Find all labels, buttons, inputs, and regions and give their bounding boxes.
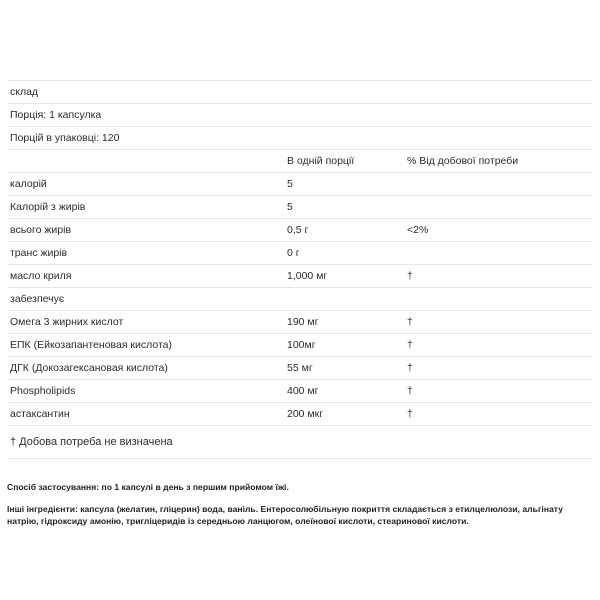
nutrient-name: масло криля bbox=[10, 270, 72, 282]
facts-heading-row bbox=[7, 80, 593, 103]
table-row bbox=[7, 356, 593, 379]
table-row bbox=[7, 241, 593, 264]
nutrient-name: астаксантин bbox=[10, 408, 70, 420]
serving-size-row bbox=[7, 103, 593, 126]
table-row bbox=[7, 333, 593, 356]
servings-per-container-row bbox=[7, 126, 593, 149]
column-header-row bbox=[7, 149, 593, 172]
servings-per-container: Порцій в упаковці: 120 bbox=[10, 132, 120, 144]
nutrient-amount: 0,5 г bbox=[287, 224, 309, 236]
nutrient-amount: 1,000 мг bbox=[287, 270, 328, 282]
nutrient-name: калорій bbox=[10, 178, 47, 190]
table-row bbox=[7, 264, 593, 287]
nutrient-name: Phospholipids bbox=[10, 385, 76, 397]
nutrient-amount: 5 bbox=[287, 201, 293, 213]
table-row bbox=[7, 379, 593, 402]
nutrient-name: Омега 3 жирних кислот bbox=[10, 316, 124, 328]
facts-heading: склад bbox=[10, 86, 39, 98]
nutrient-dv: † bbox=[407, 339, 413, 351]
nutrient-name: транс жирів bbox=[10, 247, 68, 259]
nutrient-dv: † bbox=[407, 316, 413, 328]
nutrient-dv: † bbox=[407, 270, 413, 282]
supplement-facts-table bbox=[7, 80, 593, 459]
table-row bbox=[7, 218, 593, 241]
table-row bbox=[7, 310, 593, 333]
nutrient-amount: 0 г bbox=[287, 247, 300, 259]
nutrient-amount: 190 мг bbox=[287, 316, 319, 328]
column-header-daily-value: % Від добової потреби bbox=[407, 155, 519, 167]
nutrient-dv: † bbox=[407, 385, 413, 397]
nutrient-amount: 55 мг bbox=[287, 362, 313, 374]
provides-label-row bbox=[7, 287, 593, 310]
table-row bbox=[7, 195, 593, 218]
nutrient-dv: † bbox=[407, 362, 413, 374]
nutrient-name: всього жирів bbox=[10, 224, 72, 236]
nutrient-name: ЕПК (Ейкозапантеновая кислота) bbox=[10, 339, 173, 351]
nutrient-dv: <2% bbox=[407, 224, 429, 236]
other-ingredients: Інші інгредієнти: капсула (желатин, гліцерин) вода, ваніль. Ентеросолюбільную покриття складається з етилцелюлози, альгінату натрію, гідроксиду амонію, тригліцеридів із середньою ланцюгом, олеїнової кислоти, стеаринової кислоти. bbox=[7, 503, 563, 527]
serving-size: Порція: 1 капсулка bbox=[10, 109, 102, 121]
provides-label: забезпечує bbox=[10, 293, 65, 305]
nutrient-amount: 200 мкг bbox=[287, 408, 324, 420]
usage-instructions: Спосіб застосування: по 1 капсулі в день з першим прийомом їжі. bbox=[7, 481, 289, 492]
table-row bbox=[7, 402, 593, 425]
nutrient-dv: † bbox=[407, 408, 413, 420]
nutrient-name: Калорій з жирів bbox=[10, 201, 86, 213]
nutrient-amount: 400 мг bbox=[287, 385, 319, 397]
footnote-row bbox=[7, 425, 593, 459]
nutrient-amount: 100мг bbox=[287, 339, 316, 351]
table-row bbox=[7, 172, 593, 195]
nutrient-name: ДГК (Докозагексановая кислота) bbox=[10, 362, 168, 374]
nutrient-amount: 5 bbox=[287, 178, 293, 190]
column-header-amount: В одній порції bbox=[287, 155, 355, 167]
daily-value-footnote: † Добова потреба не визначена bbox=[10, 436, 173, 448]
